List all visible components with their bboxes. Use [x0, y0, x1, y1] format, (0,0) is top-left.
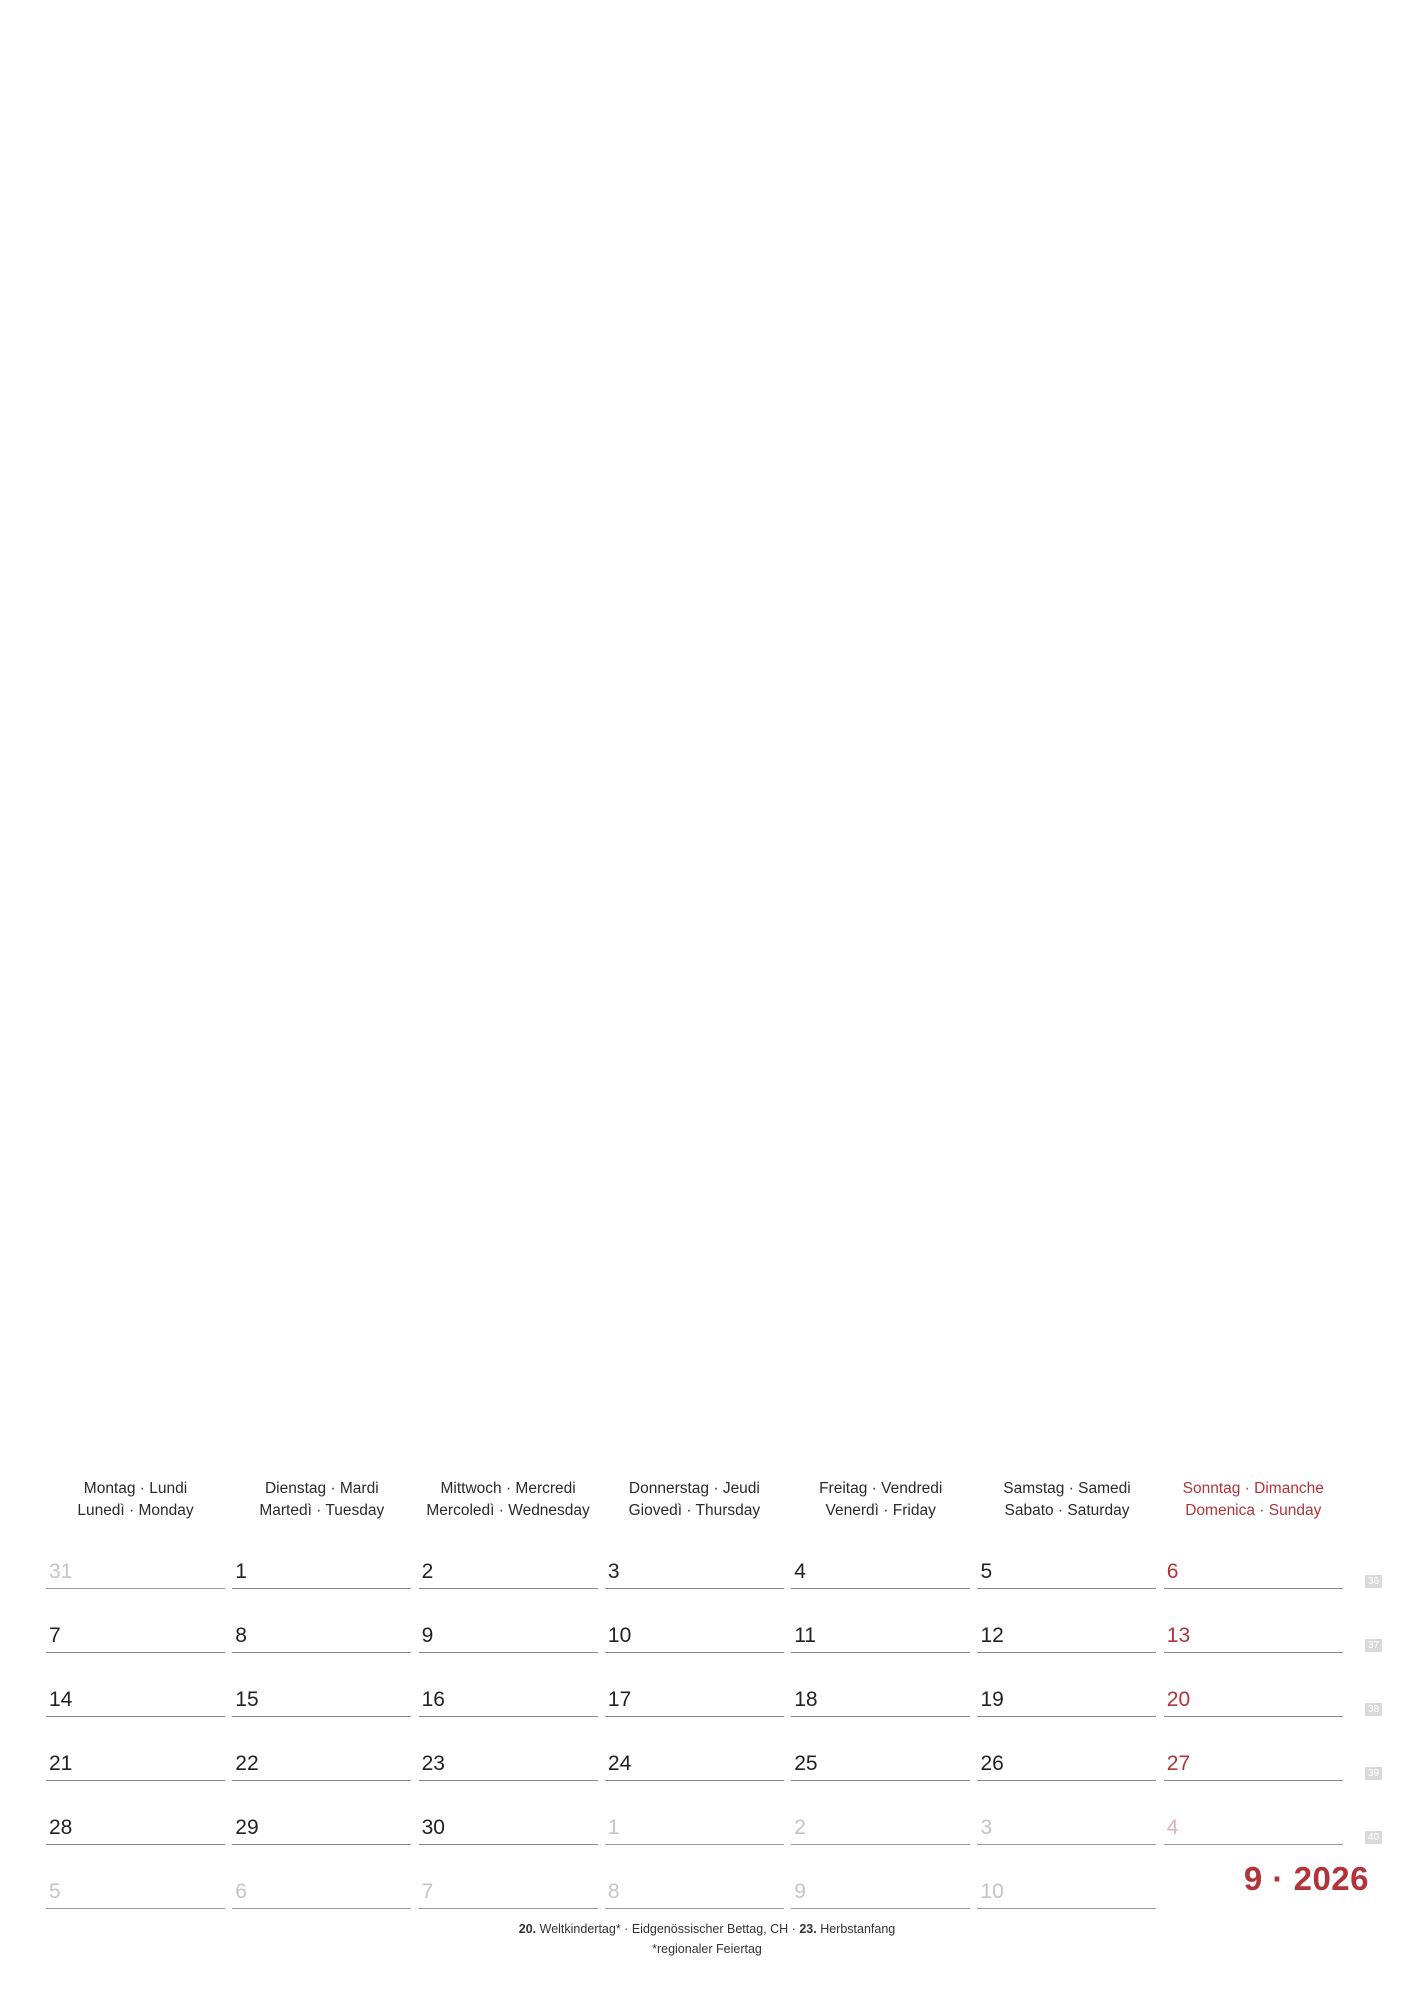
day-number: 10	[980, 1880, 1004, 1903]
day-cell	[605, 1612, 784, 1653]
day-number: 28	[49, 1816, 73, 1839]
day-cell	[419, 1676, 598, 1717]
day-number: 18	[794, 1688, 818, 1711]
day-number: 21	[49, 1752, 73, 1775]
day-cell	[605, 1868, 784, 1909]
day-number: 11	[794, 1624, 816, 1647]
week-number-badge: 37	[1365, 1639, 1382, 1652]
day-number: 17	[607, 1688, 632, 1711]
week-number-badge: 39	[1365, 1767, 1382, 1780]
day-number: 27	[1166, 1752, 1191, 1775]
day-cell	[791, 1548, 970, 1589]
day-number: 16	[421, 1688, 445, 1711]
day-cell	[232, 1548, 411, 1589]
day-number: 8	[607, 1880, 620, 1903]
day-cell	[232, 1804, 411, 1845]
day-cell	[46, 1676, 225, 1717]
weeks-container	[46, 1540, 1381, 1924]
day-number: 7	[49, 1624, 61, 1647]
day-number: 15	[235, 1688, 259, 1711]
week-row	[46, 1604, 1381, 1668]
holiday-footnote	[0, 1922, 1414, 1936]
month-year-label: 9 · 2026	[1243, 1860, 1369, 1897]
day-number: 24	[607, 1752, 632, 1775]
day-number: 7	[421, 1880, 434, 1903]
day-cell	[419, 1548, 598, 1589]
day-number: 13	[1166, 1624, 1191, 1647]
day-cell	[232, 1740, 411, 1781]
week-number-badge: 36	[1365, 1575, 1382, 1588]
day-number: 5	[980, 1560, 993, 1583]
weekday-header-line: Sabato · Saturday	[1004, 1502, 1130, 1519]
weekday-header-line: Domenica · Sunday	[1185, 1502, 1322, 1519]
day-cell	[1164, 1676, 1343, 1717]
regional-holiday-note: *regionaler Feiertag	[652, 1942, 762, 1956]
weekday-header-line: Dienstag · Mardi	[264, 1480, 379, 1497]
weekday-header	[791, 1478, 970, 1522]
weekday-header-line: Venerdì · Friday	[825, 1502, 936, 1519]
week-row	[46, 1860, 1381, 1924]
day-number: 1	[235, 1560, 247, 1583]
separator: ·	[624, 1922, 629, 1936]
weekday-header	[605, 1478, 784, 1522]
day-cell	[232, 1676, 411, 1717]
day-cell	[419, 1868, 598, 1909]
weekday-header	[232, 1478, 411, 1522]
weekday-header-line: Montag · Lundi	[83, 1480, 188, 1497]
weekday-header-line: Mittwoch · Mercredi	[440, 1480, 576, 1497]
calendar-grid	[46, 1478, 1381, 1924]
weekday-header-line: Martedì · Tuesday	[259, 1502, 385, 1519]
day-number: 9	[794, 1880, 806, 1903]
day-number: 5	[49, 1880, 61, 1903]
week-row	[46, 1668, 1381, 1732]
day-cell	[232, 1868, 411, 1909]
day-number: 20	[1166, 1688, 1191, 1711]
day-cell	[791, 1612, 970, 1653]
day-cell	[1164, 1548, 1343, 1589]
day-cell	[791, 1868, 970, 1909]
day-number: 10	[607, 1624, 632, 1647]
holiday-date: 20.	[518, 1922, 537, 1936]
day-cell	[419, 1804, 598, 1845]
weekday-header-line: Lunedì · Monday	[77, 1502, 194, 1519]
day-number: 6	[235, 1880, 247, 1903]
weekday-header	[419, 1478, 598, 1522]
day-number: 4	[794, 1560, 806, 1583]
weekday-header-line: Giovedì · Thursday	[628, 1502, 761, 1519]
weekday-header-row	[46, 1478, 1381, 1522]
day-cell	[1164, 1612, 1343, 1653]
weekday-header	[46, 1478, 225, 1522]
day-number: 30	[421, 1816, 445, 1839]
day-number: 19	[980, 1688, 1004, 1711]
weekday-header-line: Freitag · Vendredi	[819, 1480, 943, 1497]
day-cell	[1164, 1804, 1343, 1845]
day-cell	[1164, 1740, 1343, 1781]
day-cell	[46, 1548, 225, 1589]
day-cell	[791, 1676, 970, 1717]
week-row	[46, 1540, 1381, 1604]
day-cell	[977, 1612, 1156, 1653]
day-cell	[977, 1804, 1156, 1845]
day-number: 26	[980, 1752, 1004, 1775]
day-cell	[977, 1676, 1156, 1717]
day-cell	[605, 1740, 784, 1781]
day-number: 23	[421, 1752, 445, 1775]
day-number: 3	[607, 1560, 620, 1583]
week-number-badge: 38	[1365, 1703, 1382, 1716]
holiday-name: Weltkindertag*	[539, 1922, 621, 1936]
day-cell	[419, 1740, 598, 1781]
day-number: 9	[421, 1624, 434, 1647]
day-cell	[46, 1804, 225, 1845]
day-cell	[791, 1740, 970, 1781]
day-cell	[46, 1740, 225, 1781]
day-number: 6	[1166, 1560, 1179, 1583]
day-cell	[605, 1804, 784, 1845]
weekday-header-line: Mercoledì · Wednesday	[426, 1502, 590, 1519]
day-cell	[605, 1548, 784, 1589]
week-row	[46, 1796, 1381, 1860]
day-number: 22	[235, 1752, 259, 1775]
day-cell	[46, 1612, 225, 1653]
day-cell	[46, 1868, 225, 1909]
day-number: 8	[235, 1624, 247, 1647]
day-number: 29	[235, 1816, 259, 1839]
day-cell	[419, 1612, 598, 1653]
day-cell	[977, 1548, 1156, 1589]
weekday-header-line: Sonntag · Dimanche	[1182, 1480, 1324, 1497]
day-cell	[977, 1868, 1156, 1909]
day-number: 2	[421, 1560, 434, 1583]
day-cell	[977, 1740, 1156, 1781]
weekday-header	[977, 1478, 1156, 1522]
day-cell	[232, 1612, 411, 1653]
day-cell	[605, 1676, 784, 1717]
separator: ·	[791, 1922, 796, 1936]
day-number: 2	[794, 1816, 806, 1839]
weekday-header-line: Donnerstag · Jeudi	[628, 1480, 760, 1497]
day-number: 25	[794, 1752, 818, 1775]
day-number: 1	[607, 1816, 620, 1839]
week-row	[46, 1732, 1381, 1796]
holiday-name: Eidgenössischer Bettag, CH	[631, 1922, 789, 1936]
week-number-badge: 40	[1365, 1831, 1382, 1844]
day-number: 14	[49, 1688, 73, 1711]
day-number: 12	[980, 1624, 1004, 1647]
day-number: 3	[980, 1816, 993, 1839]
day-number: 4	[1166, 1816, 1179, 1839]
weekday-header	[1164, 1478, 1343, 1522]
weekday-header-line: Samstag · Samedi	[1003, 1480, 1131, 1497]
day-number: 31	[49, 1560, 73, 1583]
day-cell	[791, 1804, 970, 1845]
holiday-name: Herbstanfang	[820, 1922, 896, 1936]
holiday-date: 23.	[799, 1922, 817, 1936]
